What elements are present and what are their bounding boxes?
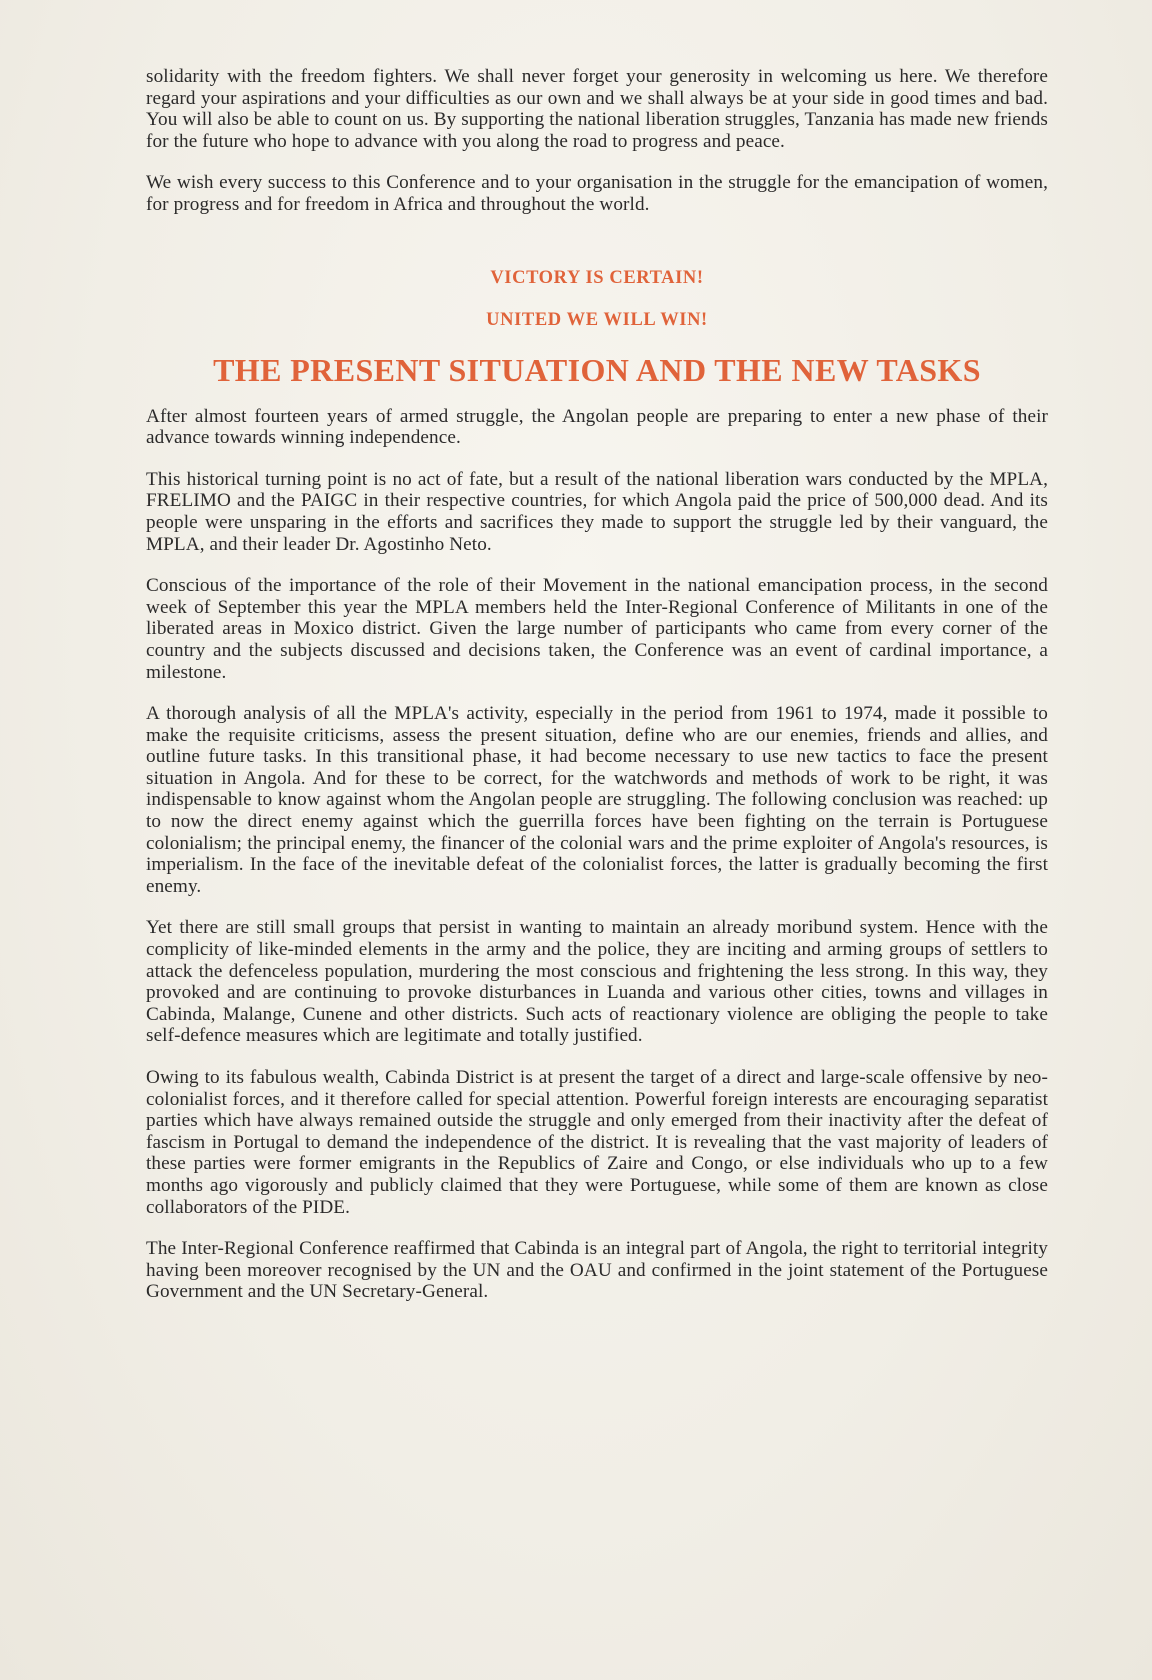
body-paragraph-3: Conscious of the importance of the role of their Movement in the national emancipation process, in the second week of September this year the MPLA members held the Inter-Regional Conference of Militants in one of the liberated areas in Moxico district. Given the large number of participants who came from every corner of the country and the subjects discussed and decisions taken, the Conference was an event of cardinal importance, a milestone. <box>146 575 1048 683</box>
slogan-united: UNITED WE WILL WIN! <box>486 309 708 330</box>
slogans-block <box>146 268 1048 330</box>
slogan-victory: VICTORY IS CERTAIN! <box>490 267 704 288</box>
body-paragraph-2: This historical turning point is no act of fate, but a result of the national liberation wars conducted by the MPLA, FRELIMO and the PAIGC in their respective countries, for which Angola paid the price of 500,000 dead. And its people were unsparing in the efforts and sacrifices they made to support the struggle led by their vanguard, the MPLA, and their leader Dr. Agostinho Neto. <box>146 468 1048 555</box>
body-paragraph-4: A thorough analysis of all the MPLA's activity, especially in the period from 1961 to 1974, made it possible to make the requisite criticisms, assess the present situation, define who are our enemies, friends and allies, and outline future tasks. In this transitional phase, it had become necessary to use new tactics to face the present situation in Angola. And for these to be correct, for the watchwords and methods of work to be right, it was indispensable to know against whom the Angolan people are struggling. The following conclusion was reached: up to now the direct enemy against which the guerrilla forces have been fighting on the terrain is Portuguese colonialism; the principal enemy, the financer of the colonial wars and the prime exploiter of Angola's resources, is imperialism. In the face of the inevitable defeat of the colonialist forces, the latter is gradually becoming the first enemy. <box>146 703 1048 897</box>
document-body <box>146 66 1048 1323</box>
body-paragraph-6: Owing to its fabulous wealth, Cabinda District is at present the target of a direct and large-scale offensive by neo-colonialist forces, and it therefore called for special attention. Powerful foreign interests are encouraging separatist parties which have always remained outside the struggle and only emerged from their inactivity after the defeat of fascism in Portugal to demand the independence of the district. It is revealing that the vast majority of leaders of these parties were former emigrants in the Republics of Zaire and Congo, or else individuals who up to a few months ago vigorously and publicly claimed that they were Portuguese, while some of them are known as close collaborators of the PIDE. <box>146 1067 1048 1218</box>
body-paragraph-1: After almost fourteen years of armed struggle, the Angolan people are preparing to enter a new phase of their advance towards winning independence. <box>146 405 1048 449</box>
intro-paragraph-2: We wish every success to this Conference and to your organisation in the struggle for the emancipation of women, for progress and for freedom in Africa and throughout the world. <box>146 172 1048 215</box>
intro-paragraph-1: solidarity with the freedom fighters. We shall never forget your generosity in welcoming us here. We therefore regard your aspirations and your difficulties as our own and we shall always be at your side in good times and bad. You will also be able to count on us. By supporting the national liberation struggles, Tanzania has made new friends for the future who hope to advance with you along the road to progress and peace. <box>146 66 1048 152</box>
body-paragraph-7: The Inter-Regional Conference reaffirmed that Cabinda is an integral part of Angola, the right to territorial integrity having been moreover recognised by the UN and the OAU and confirmed in the joint statement of the Portuguese Government and the UN Secretary-General. <box>146 1238 1048 1303</box>
section-heading: THE PRESENT SITUATION AND THE NEW TASKS <box>213 351 981 388</box>
body-paragraph-5: Yet there are still small groups that persist in wanting to maintain an already moribund system. Hence with the complicity of like-minded elements in the army and the police, they are inciting and arming groups of settlers to attack the defenceless population, murdering the most conscious and frightening the less strong. In this way, they provoked and are continuing to provoke disturbances in Luanda and various other cities, towns and villages in Cabinda, Malange, Cunene and other districts. Such acts of reactionary violence are obliging the people to take self-defence measures which are legitimate and totally justified. <box>146 917 1048 1047</box>
